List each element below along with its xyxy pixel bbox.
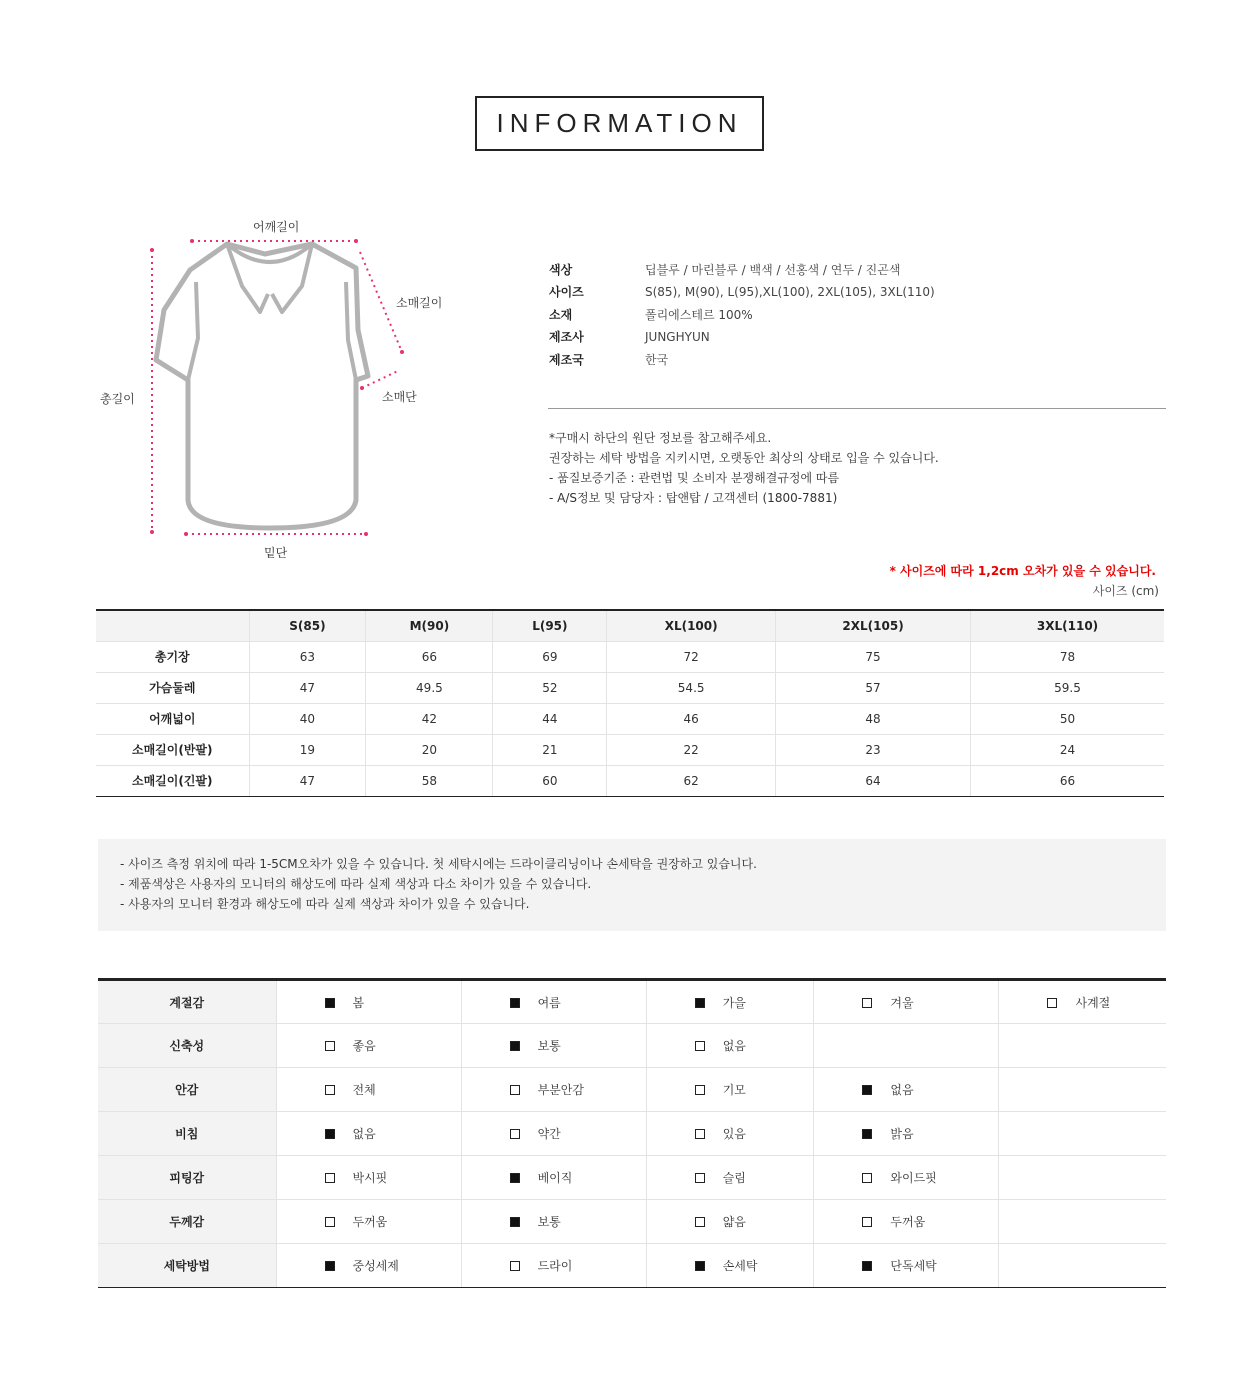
attribute-cell [646, 1112, 814, 1156]
attribute-option: 두꺼움 [352, 1215, 388, 1229]
row-label: 총기장 [96, 641, 249, 672]
attribute-option: 없음 [890, 1083, 914, 1097]
attribute-option: 약간 [537, 1127, 561, 1141]
unchecked-box-icon [695, 1129, 705, 1139]
checked-box-icon [695, 1261, 705, 1271]
attribute-label: 비침 [98, 1112, 276, 1156]
attribute-option: 겨울 [890, 995, 914, 1010]
attribute-cell [814, 980, 999, 1024]
attribute-option: 드라이 [537, 1259, 573, 1273]
table-cell: 19 [249, 734, 366, 765]
attribute-cell [276, 1244, 461, 1288]
attribute-cell [461, 980, 646, 1024]
attribute-cell [461, 1112, 646, 1156]
attribute-cell [814, 1156, 999, 1200]
header-cell: M(90) [366, 610, 493, 641]
spec-key: 사이즈 [549, 285, 584, 300]
attribute-option: 얇음 [722, 1215, 746, 1229]
notice-box [98, 839, 1166, 931]
attribute-row [98, 1024, 1166, 1068]
spec-key: 색상 [549, 262, 573, 277]
attribute-label: 안감 [98, 1068, 276, 1112]
unchecked-box-icon [510, 1261, 520, 1271]
header-cell: 3XL(110) [971, 610, 1164, 641]
checked-box-icon [510, 998, 520, 1008]
label-sleeve: 소매길이 [396, 296, 443, 310]
checked-box-icon [695, 998, 705, 1008]
table-cell: 50 [971, 703, 1164, 734]
table-row [96, 765, 1164, 796]
attribute-row [98, 1068, 1166, 1112]
table-cell: 21 [493, 734, 607, 765]
attribute-label: 신축성 [98, 1024, 276, 1068]
table-cell: 58 [366, 765, 493, 796]
note-line: - 품질보증기준 : 관련법 및 소비자 분쟁해결규정에 따름 [549, 471, 840, 485]
table-cell: 48 [776, 703, 971, 734]
spec-row [549, 258, 935, 281]
unchecked-box-icon [862, 1173, 872, 1183]
table-cell: 69 [493, 641, 607, 672]
row-label: 소매길이(반팔) [96, 734, 249, 765]
attribute-cell [814, 1200, 999, 1244]
spec-row [549, 326, 935, 349]
table-row [96, 641, 1164, 672]
note-line: *구매시 하단의 원단 정보를 참고해주세요. [549, 431, 772, 445]
header-cell [96, 610, 249, 641]
row-label: 가슴둘레 [96, 672, 249, 703]
checked-box-icon [325, 998, 335, 1008]
attribute-cell [461, 1156, 646, 1200]
attribute-option: 없음 [352, 1127, 376, 1141]
attribute-option: 슬림 [722, 1171, 746, 1185]
unchecked-box-icon [510, 1129, 520, 1139]
attribute-option: 베이직 [537, 1171, 573, 1185]
table-cell: 47 [249, 765, 366, 796]
unchecked-box-icon [862, 1217, 872, 1227]
spec-value: 폴리에스테르 100% [645, 307, 753, 322]
attribute-option: 부분안감 [537, 1083, 584, 1097]
notice-line: - 제품색상은 사용자의 모니터의 해상도에 따라 실제 색상과 다소 차이가 있을 수 있습니다. [120, 877, 592, 891]
spec-key: 제조국 [549, 352, 584, 367]
attribute-option: 있음 [722, 1127, 746, 1141]
table-cell: 42 [366, 703, 493, 734]
note-line: - A/S정보 및 담당자 : 탑앤탑 / 고객센터 (1800-7881) [549, 491, 838, 505]
checked-box-icon [325, 1129, 335, 1139]
unchecked-box-icon [695, 1085, 705, 1095]
attribute-cell [999, 1244, 1166, 1288]
unchecked-box-icon [510, 1085, 520, 1095]
table-cell: 63 [249, 641, 366, 672]
table-cell: 72 [607, 641, 776, 672]
attribute-option: 전체 [352, 1083, 376, 1097]
attribute-option: 가을 [722, 995, 746, 1010]
attribute-row [98, 1156, 1166, 1200]
size-header-row [96, 610, 1164, 641]
spec-list [549, 258, 935, 371]
attribute-cell [461, 1244, 646, 1288]
attribute-cell [814, 1112, 999, 1156]
checked-box-icon [510, 1173, 520, 1183]
attribute-label: 계절감 [98, 980, 276, 1024]
table-cell: 54.5 [607, 672, 776, 703]
table-row [96, 703, 1164, 734]
table-cell: 75 [776, 641, 971, 672]
attribute-cell [999, 1068, 1166, 1112]
attribute-cell [276, 1112, 461, 1156]
checked-box-icon [862, 1129, 872, 1139]
attribute-row [98, 980, 1166, 1024]
attribute-option: 여름 [537, 995, 561, 1010]
attribute-cell [814, 1024, 999, 1068]
table-cell: 78 [971, 641, 1164, 672]
attribute-cell [461, 1068, 646, 1112]
spec-key: 제조사 [549, 330, 584, 345]
table-cell: 57 [776, 672, 971, 703]
attribute-option: 와이드핏 [890, 1171, 937, 1185]
attribute-option: 없음 [722, 1039, 746, 1053]
checked-box-icon [325, 1261, 335, 1271]
attribute-cell [646, 1244, 814, 1288]
attribute-cell [276, 1200, 461, 1244]
attribute-option: 사계절 [1075, 995, 1111, 1010]
spec-row [549, 281, 935, 304]
table-cell: 66 [971, 765, 1164, 796]
attribute-cell [646, 1024, 814, 1068]
attribute-cell [276, 1024, 461, 1068]
attribute-table [98, 978, 1166, 1288]
notice-line: - 사용자의 모니터 환경과 해상도에 따라 실제 색상과 차이가 있을 수 있습니다. [120, 897, 530, 911]
table-cell: 60 [493, 765, 607, 796]
purchase-notes [549, 428, 939, 508]
unchecked-box-icon [695, 1041, 705, 1051]
checked-box-icon [510, 1217, 520, 1227]
table-row [96, 734, 1164, 765]
unchecked-box-icon [695, 1173, 705, 1183]
table-cell: 62 [607, 765, 776, 796]
attribute-label: 세탁방법 [98, 1244, 276, 1288]
divider [548, 408, 1166, 409]
attribute-row [98, 1244, 1166, 1288]
row-label: 소매길이(긴팔) [96, 765, 249, 796]
notice-line: - 사이즈 측정 위치에 따라 1-5CM오차가 있을 수 있습니다. 첫 세탁시에는 드라이클리닝이나 손세탁을 권장하고 있습니다. [120, 857, 757, 871]
table-cell: 24 [971, 734, 1164, 765]
header-cell: 2XL(105) [776, 610, 971, 641]
header-cell: L(95) [493, 610, 607, 641]
table-cell: 46 [607, 703, 776, 734]
size-warning: * 사이즈에 따라 1,2cm 오차가 있을 수 있습니다. [889, 564, 1156, 578]
attribute-cell [461, 1024, 646, 1068]
unchecked-box-icon [325, 1041, 335, 1051]
attribute-cell [646, 1068, 814, 1112]
attribute-option: 손세탁 [722, 1259, 758, 1273]
table-cell: 44 [493, 703, 607, 734]
attribute-cell [646, 1200, 814, 1244]
unchecked-box-icon [325, 1085, 335, 1095]
spec-value: JUNGHYUN [645, 329, 710, 344]
attribute-cell [999, 980, 1166, 1024]
attribute-cell [646, 980, 814, 1024]
attribute-cell [276, 1156, 461, 1200]
spec-value: S(85), M(90), L(95),XL(100), 2XL(105), 3XL(110) [645, 284, 935, 299]
checked-box-icon [510, 1041, 520, 1051]
attribute-option: 중성세제 [352, 1259, 399, 1273]
attribute-option: 두꺼움 [890, 1215, 926, 1229]
table-cell: 47 [249, 672, 366, 703]
attribute-row [98, 1112, 1166, 1156]
unchecked-box-icon [862, 998, 872, 1008]
unchecked-box-icon [1047, 998, 1057, 1008]
attribute-option: 기모 [722, 1083, 746, 1097]
unchecked-box-icon [325, 1173, 335, 1183]
attribute-cell [276, 1068, 461, 1112]
spec-row [549, 303, 935, 326]
note-line: 권장하는 세탁 방법을 지키시면, 오랫동안 최상의 상태로 입을 수 있습니다. [549, 451, 939, 465]
header-cell: S(85) [249, 610, 366, 641]
attribute-option: 보통 [537, 1215, 561, 1229]
spec-value: 한국 [645, 352, 669, 367]
attribute-cell [999, 1112, 1166, 1156]
table-cell: 23 [776, 734, 971, 765]
garment-diagram [90, 210, 470, 570]
label-shoulder: 어깨길이 [253, 220, 300, 234]
attribute-cell [646, 1156, 814, 1200]
table-cell: 40 [249, 703, 366, 734]
attribute-cell [999, 1024, 1166, 1068]
spec-key: 소재 [549, 307, 573, 322]
table-cell: 66 [366, 641, 493, 672]
table-cell: 22 [607, 734, 776, 765]
label-hem: 밑단 [264, 546, 288, 560]
attribute-label: 두께감 [98, 1200, 276, 1244]
table-cell: 20 [366, 734, 493, 765]
attribute-option: 보통 [537, 1039, 561, 1053]
table-cell: 52 [493, 672, 607, 703]
checked-box-icon [862, 1085, 872, 1095]
attribute-cell [814, 1068, 999, 1112]
checked-box-icon [862, 1261, 872, 1271]
spec-row [549, 348, 935, 371]
table-cell: 64 [776, 765, 971, 796]
spec-value: 딥블루 / 마린블루 / 백색 / 선홍색 / 연두 / 진곤색 [645, 262, 901, 277]
unchecked-box-icon [695, 1217, 705, 1227]
row-label: 어깨넓이 [96, 703, 249, 734]
unchecked-box-icon [325, 1217, 335, 1227]
table-row [96, 672, 1164, 703]
attribute-cell [814, 1244, 999, 1288]
size-unit: 사이즈 (cm) [1092, 584, 1159, 598]
attribute-cell [276, 980, 461, 1024]
attribute-option: 밝음 [890, 1127, 914, 1141]
attribute-cell [999, 1200, 1166, 1244]
attribute-option: 박시핏 [352, 1171, 388, 1185]
label-cuff: 소매단 [382, 390, 417, 404]
attribute-option: 좋음 [352, 1039, 376, 1053]
attribute-option: 봄 [352, 995, 365, 1010]
attribute-cell [999, 1156, 1166, 1200]
table-cell: 59.5 [971, 672, 1164, 703]
attribute-label: 피팅감 [98, 1156, 276, 1200]
table-cell: 49.5 [366, 672, 493, 703]
label-total: 총길이 [100, 392, 135, 406]
section-title: INFORMATION [475, 96, 764, 151]
size-table [96, 609, 1164, 797]
attribute-cell [461, 1200, 646, 1244]
attribute-option: 단독세탁 [890, 1259, 937, 1273]
attribute-row [98, 1200, 1166, 1244]
header-cell: XL(100) [607, 610, 776, 641]
